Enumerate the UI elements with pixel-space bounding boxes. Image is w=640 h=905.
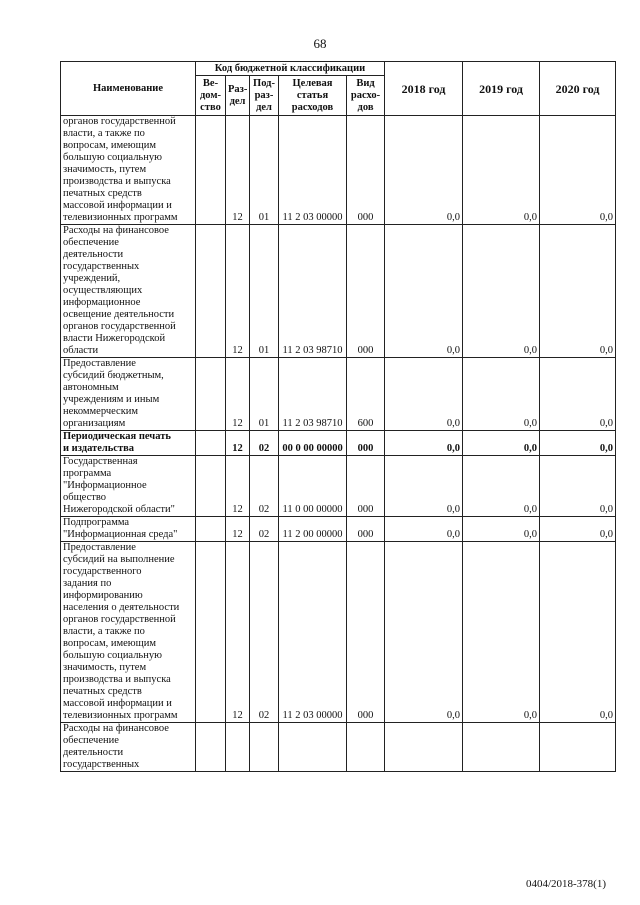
row-2019: 0,0 — [463, 431, 540, 456]
row-section: 12 — [226, 431, 250, 456]
row-2018: 0,0 — [385, 358, 463, 431]
row-exptype — [347, 723, 385, 772]
row-exptype: 000 — [347, 542, 385, 723]
row-target: 11 2 00 00000 — [279, 517, 347, 542]
row-dept — [196, 456, 226, 517]
row-name: Предоставление субсидий бюджетным, автономным учреждениям и иным некоммерческим организациям — [61, 358, 196, 431]
row-2020: 0,0 — [540, 456, 616, 517]
header-subsection: Под- раз- дел — [250, 76, 279, 116]
row-exptype: 000 — [347, 456, 385, 517]
table-row — [61, 723, 616, 772]
row-2020: 0,0 — [540, 517, 616, 542]
row-2019: 0,0 — [463, 358, 540, 431]
row-dept — [196, 116, 226, 225]
row-2018: 0,0 — [385, 116, 463, 225]
row-2020: 0,0 — [540, 225, 616, 358]
header-dept: Ве- дом- ство — [196, 76, 226, 116]
row-dept — [196, 358, 226, 431]
row-2020: 0,0 — [540, 542, 616, 723]
table-row — [61, 542, 616, 723]
row-section: 12 — [226, 456, 250, 517]
budget-table — [60, 61, 616, 772]
row-target: 11 2 03 00000 — [279, 542, 347, 723]
row-2018: 0,0 — [385, 517, 463, 542]
row-target: 11 2 03 98710 — [279, 225, 347, 358]
row-2019 — [463, 723, 540, 772]
row-subsection: 02 — [250, 542, 279, 723]
row-target — [279, 723, 347, 772]
row-subsection: 02 — [250, 456, 279, 517]
row-2019: 0,0 — [463, 456, 540, 517]
row-2020: 0,0 — [540, 431, 616, 456]
header-2020: 2020 год — [540, 62, 616, 116]
row-subsection — [250, 723, 279, 772]
row-section: 12 — [226, 358, 250, 431]
row-2018: 0,0 — [385, 542, 463, 723]
row-exptype: 000 — [347, 225, 385, 358]
row-section — [226, 723, 250, 772]
row-dept — [196, 225, 226, 358]
row-dept — [196, 723, 226, 772]
row-target: 00 0 00 00000 — [279, 431, 347, 456]
row-exptype: 000 — [347, 116, 385, 225]
row-2019: 0,0 — [463, 542, 540, 723]
document-code: 0404/2018-378(1) — [525, 878, 606, 890]
row-section: 12 — [226, 225, 250, 358]
row-dept — [196, 431, 226, 456]
row-name: Предоставление субсидий на выполнение государственного задания по информированию населения о деятельности органов государственной власти, а также по вопросам, имеющим большую социальную значимость, путем производства и выпуска печатных средств массовой информации и телевизионных программ — [61, 542, 196, 723]
row-section: 12 — [226, 542, 250, 723]
row-exptype: 000 — [347, 517, 385, 542]
table-body — [61, 116, 616, 772]
row-name: Подпрограмма "Информационная среда" — [61, 517, 196, 542]
header-target: Целевая статья расходов — [279, 76, 347, 116]
row-exptype: 600 — [347, 358, 385, 431]
row-dept — [196, 517, 226, 542]
row-2019: 0,0 — [463, 116, 540, 225]
table-row — [61, 431, 616, 456]
row-subsection: 01 — [250, 225, 279, 358]
header-2018: 2018 год — [385, 62, 463, 116]
table-row — [61, 456, 616, 517]
row-name: Государственная программа "Информационное общество Нижегородской области" — [61, 456, 196, 517]
row-section: 12 — [226, 517, 250, 542]
row-subsection: 02 — [250, 517, 279, 542]
row-target: 11 2 03 00000 — [279, 116, 347, 225]
table-row — [61, 358, 616, 431]
row-name: органов государственной власти, а также по вопросам, имеющим большую социальную значимость, путем производства и выпуска печатных средств массовой информации и телевизионных программ — [61, 116, 196, 225]
row-name: Расходы на финансовое обеспечение деятельности государственных — [61, 723, 196, 772]
row-subsection: 01 — [250, 358, 279, 431]
table-row — [61, 225, 616, 358]
row-subsection: 02 — [250, 431, 279, 456]
header-name: Наименование — [61, 62, 196, 116]
row-exptype: 000 — [347, 431, 385, 456]
header-kbk: Код бюджетной классификации — [196, 62, 385, 76]
row-2019: 0,0 — [463, 517, 540, 542]
row-2020: 0,0 — [540, 358, 616, 431]
row-subsection: 01 — [250, 116, 279, 225]
row-2018: 0,0 — [385, 456, 463, 517]
row-target: 11 0 00 00000 — [279, 456, 347, 517]
row-2020 — [540, 723, 616, 772]
page-number: 68 — [313, 36, 327, 51]
row-2020: 0,0 — [540, 116, 616, 225]
header-exptype: Вид расхо- дов — [347, 76, 385, 116]
row-2018: 0,0 — [385, 431, 463, 456]
row-section: 12 — [226, 116, 250, 225]
row-2018 — [385, 723, 463, 772]
row-dept — [196, 542, 226, 723]
row-name: Периодическая печать и издательства — [61, 431, 196, 456]
header-section: Раз- дел — [226, 76, 250, 116]
row-2018: 0,0 — [385, 225, 463, 358]
row-2019: 0,0 — [463, 225, 540, 358]
row-name: Расходы на финансовое обеспечение деятельности государственных учреждений, осуществляющих информационное освещение деятельности органов государственной власти Нижегородской области — [61, 225, 196, 358]
table-row — [61, 517, 616, 542]
row-target: 11 2 03 98710 — [279, 358, 347, 431]
table-row — [61, 116, 616, 225]
header-2019: 2019 год — [463, 62, 540, 116]
